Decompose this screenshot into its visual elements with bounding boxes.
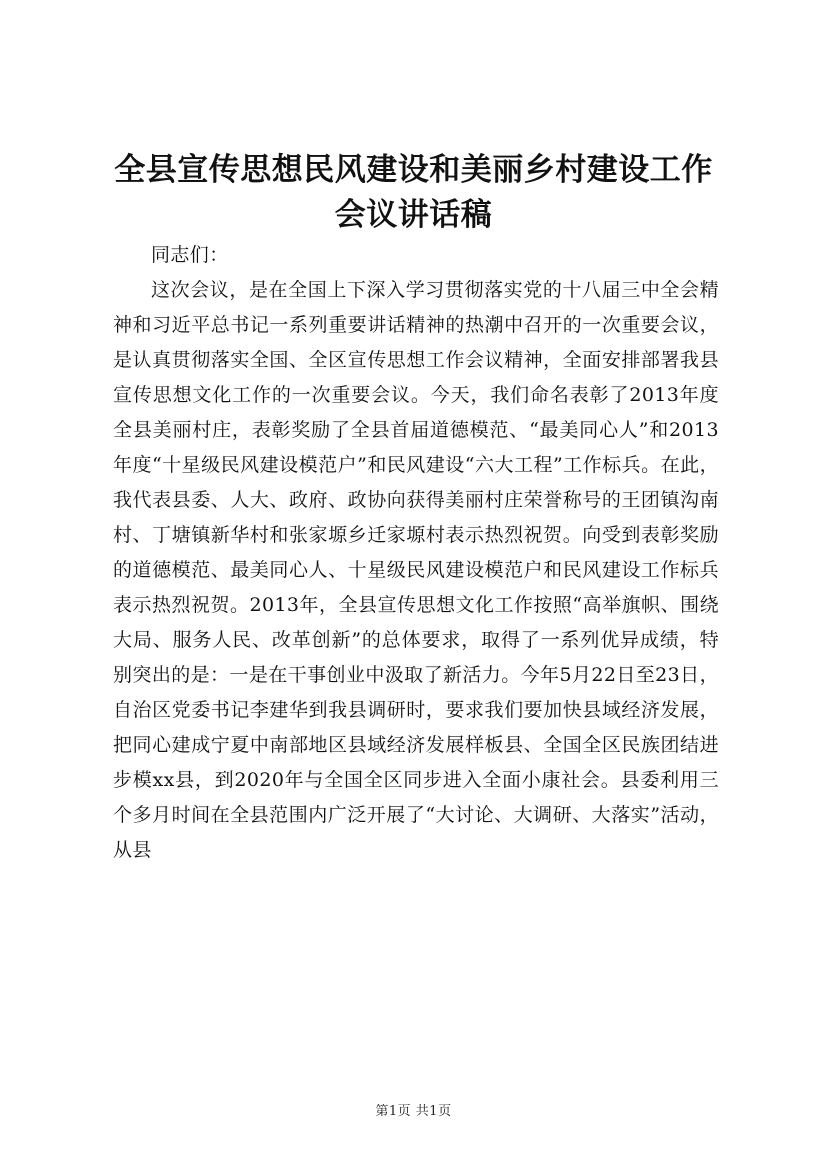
page-number: 第1页 共1页 xyxy=(375,1104,452,1119)
document-title: 全县宣传思想民风建设和美丽乡村建设工作会议讲话稿 xyxy=(114,152,713,233)
salutation: 同志们： xyxy=(151,244,229,266)
document-body xyxy=(113,238,719,868)
body-paragraph: 这次会议，是在全国上下深入学习贯彻落实党的十八届三中全会精神和习近平总书记一系列重要讲话精神的热潮中召开的一次重要会议，是认真贯彻落实全国、全区宣传思想工作会议精神，全面安排部署我县宣传思想文化工作的一次重要会议。今天，我们命名表彰了2013年度全县美丽村庄，表彰奖励了全县首届道德模范、“最美同心人”和2013年度“十星级民风建设模范户”和民风建设“六大工程”工作标兵。在此，我代表县委、人大、政府、政协向获得美丽村庄荣誉称号的王团镇沟南村、丁塘镇新华村和张家塬乡迁家塬村表示热烈祝贺。向受到表彰奖励的道德模范、最美同心人、十星级民风建设模范户和民风建设工作标兵表示热烈祝贺。2013年，全县宣传思想文化工作按照“高举旗帜、围绕大局、服务人民、改革创新”的总体要求，取得了一系列优异成绩，特别突出的是：一是在干事创业中汲取了新活力。今年5月22日至23日，自治区党委书记李建华到我县调研时，要求我们要加快县域经济发展，把同心建成宁夏中南部地区县域经济发展样板县、全国全区民族团结进步模xx县，到2020年与全国全区同步进入全面小康社会。县委利用三个多月时间在全县范围内广泛开展了“大讨论、大调研、大落实”活动，从县 xyxy=(113,279,719,861)
